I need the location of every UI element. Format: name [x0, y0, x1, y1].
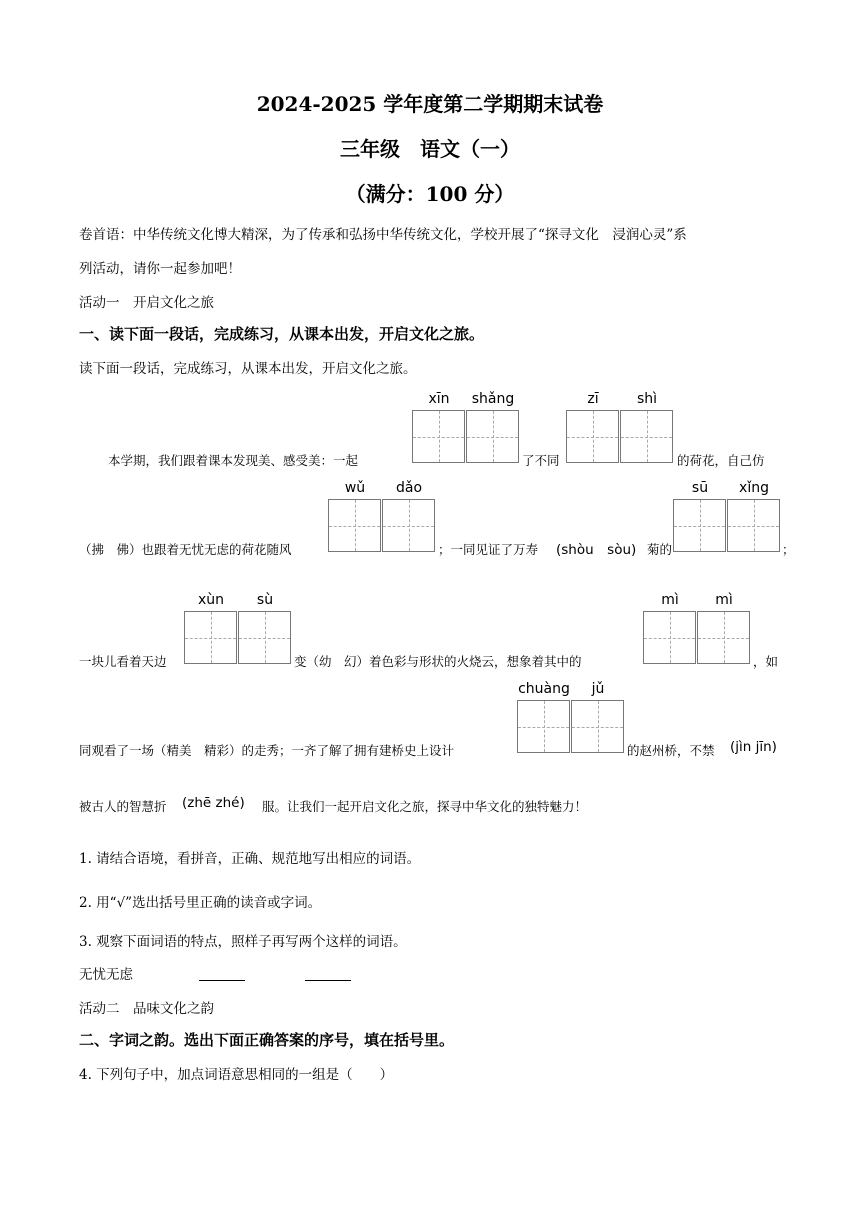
exam-subtitle: 三年级 语文（一）: [340, 137, 520, 161]
pinyin-su: sū: [691, 480, 709, 496]
passage-line-4b: 的赵州桥，不禁: [627, 743, 715, 758]
section-2-heading: 二、字词之韵。选出下面正确答案的序号，填在括号里。: [79, 1031, 455, 1049]
passage-line-4c: (jìn jīn): [730, 739, 777, 755]
passage-line-5a: 被古人的智慧折: [79, 799, 167, 814]
pinyin-mi: mì: [661, 592, 679, 608]
passage-line-5b: (zhē zhé): [182, 795, 245, 811]
section-1-heading: 一、读下面一段话，完成练习，从课本出发，开启文化之旅。: [79, 325, 485, 343]
writing-box[interactable]: [328, 499, 381, 552]
question-3-example: 无忧无虑: [79, 967, 133, 983]
pinyin-xin: xīn: [428, 391, 450, 407]
pinyin-xun: xùn: [197, 592, 225, 608]
writing-box[interactable]: [517, 700, 570, 753]
passage-line-1b: 了不同: [522, 453, 560, 468]
pinyin-zi: zī: [587, 391, 599, 407]
passage-line-3c: ，如: [753, 654, 779, 669]
answer-blank-2[interactable]: [305, 966, 351, 985]
passage-line-3b: 变（幼 幻）着色彩与形状的火烧云，想象着其中的: [294, 654, 582, 669]
question-1: 1. 请结合语境，看拼音，正确、规范地写出相应的词语。: [79, 851, 421, 867]
intro-line-2: 列活动，请你一起参加吧！: [79, 261, 241, 277]
passage-line-2b: ；一同见证了万寿: [438, 542, 539, 557]
writing-box[interactable]: [184, 611, 237, 664]
pinyin-xing: xǐng: [739, 480, 769, 496]
writing-box[interactable]: [571, 700, 624, 753]
writing-box[interactable]: [697, 611, 750, 664]
pinyin-mi-2: mì: [715, 592, 733, 608]
intro-line-1: 卷首语：中华传统文化博大精深，为了传承和弘扬中华传统文化，学校开展了“探寻文化 浸润心灵”系: [79, 227, 687, 243]
writing-box[interactable]: [466, 410, 519, 463]
passage-line-1a: 本学期，我们跟着课本发现美、感受美：一起: [108, 453, 359, 468]
pinyin-shang: shǎng: [471, 391, 515, 407]
passage-line-3a: 一块儿看着天边: [79, 654, 167, 669]
pinyin-shi: shì: [636, 391, 658, 407]
passage-line-2c: (shòu sòu): [556, 542, 637, 558]
passage-line-2a: （拂 佛）也跟着无忧无虑的荷花随风: [79, 542, 292, 557]
passage-line-4a: 同观看了一场（精美 精彩）的走秀；一齐了解了拥有建桥史上设计: [79, 743, 455, 758]
passage-line-5c: 服。让我们一起开启文化之旅，探寻中华文化的独特魅力！: [262, 799, 588, 814]
question-3: 3. 观察下面词语的特点，照样子再写两个这样的词语。: [79, 934, 407, 950]
writing-box[interactable]: [727, 499, 780, 552]
question-4: 4. 下列句子中，加点词语意思相同的一组是（ ）: [79, 1067, 394, 1083]
writing-box[interactable]: [566, 410, 619, 463]
writing-box[interactable]: [643, 611, 696, 664]
writing-box[interactable]: [382, 499, 435, 552]
pinyin-chuang: chuàng: [518, 681, 570, 697]
writing-box[interactable]: [620, 410, 673, 463]
section-1-subtext: 读下面一段话，完成练习，从课本出发，开启文化之旅。: [79, 361, 417, 377]
question-2: 2. 用“√”选出括号里正确的读音或字词。: [79, 895, 322, 911]
exam-title: 2024-2025 学年度第二学期期末试卷: [256, 92, 604, 116]
answer-blank-1[interactable]: [199, 966, 245, 985]
pinyin-su2: sù: [256, 592, 274, 608]
activity-1-label: 活动一 开启文化之旅: [79, 295, 214, 311]
pinyin-dao: dǎo: [395, 480, 423, 496]
exam-score: （满分：100 分）: [345, 182, 515, 206]
pinyin-ju: jǔ: [591, 681, 605, 697]
passage-line-2d: 菊的: [647, 542, 673, 557]
pinyin-wu: wǔ: [344, 480, 366, 496]
writing-box[interactable]: [238, 611, 291, 664]
passage-line-2e: ；: [782, 542, 795, 557]
passage-line-1c: 的荷花，自己仿: [677, 453, 765, 468]
writing-box[interactable]: [412, 410, 465, 463]
activity-2-label: 活动二 品味文化之韵: [79, 1001, 214, 1017]
writing-box[interactable]: [673, 499, 726, 552]
